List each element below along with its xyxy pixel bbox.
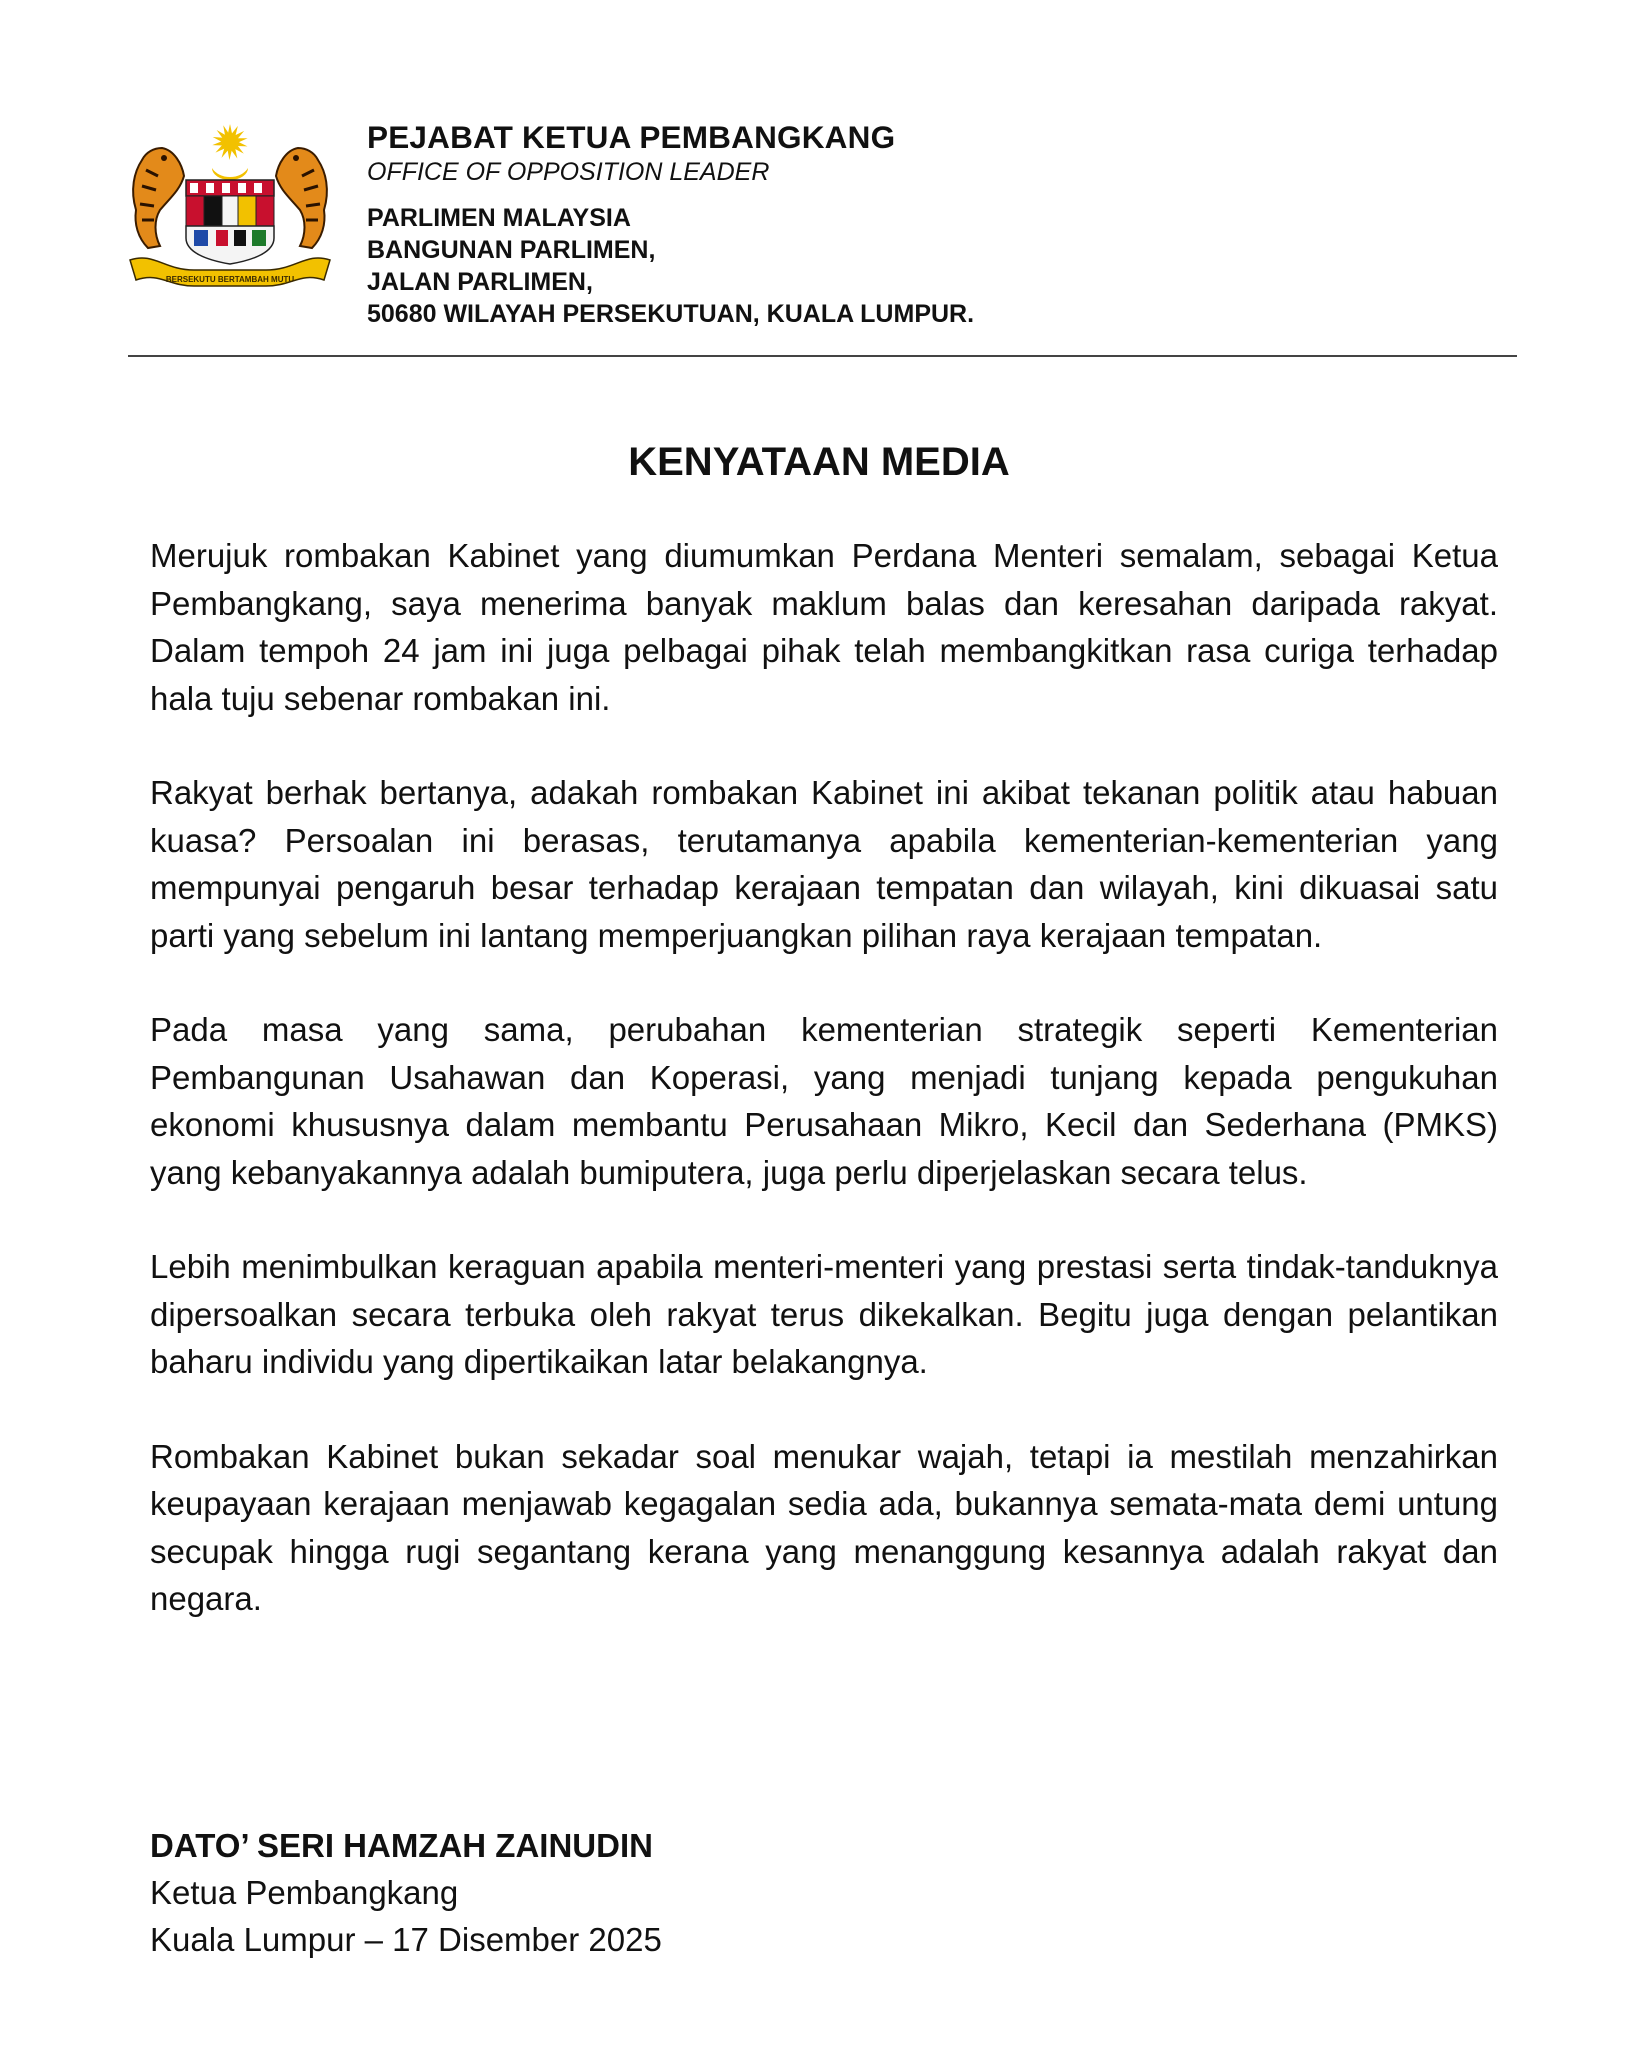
address-line-2: BANGUNAN PARLIMEN,	[367, 236, 656, 264]
paragraph-4: Lebih menimbulkan keraguan apabila menteri-menteri yang prestasi serta tindak-tanduknya dipersoalkan secara terbuka oleh rakyat terus dikekalkan. Begitu juga dengan pelantikan baharu individu yang dipertikaikan latar belakangnya.	[150, 1248, 1498, 1380]
paragraph-1: Merujuk rombakan Kabinet yang diumumkan Perdana Menteri semalam, sebagai Ketua Pembangkang, saya menerima banyak maklum balas dan keresahan daripada rakyat. Dalam tempoh 24 jam ini juga pelbagai pihak telah membangkitkan rasa curiga terhadap hala tuju sebenar rombakan ini.	[150, 537, 1498, 717]
document-title: KENYATAAN MEDIA	[628, 440, 1010, 484]
signatory-name: DATO’ SERI HAMZAH ZAINUDIN	[150, 1827, 653, 1864]
malaysia-coat-of-arms-icon	[124, 120, 336, 290]
office-block	[367, 118, 974, 330]
signature-block	[150, 1822, 662, 1963]
signatory-position: Ketua Pembangkang	[150, 1874, 459, 1911]
letterhead-divider	[128, 355, 1517, 357]
office-name-en: OFFICE OF OPPOSITION LEADER	[367, 158, 770, 186]
office-name-ms: PEJABAT KETUA PEMBANGKANG	[367, 119, 896, 155]
paragraph-2: Rakyat berhak bertanya, adakah rombakan Kabinet ini akibat tekanan politik atau habuan kuasa? Persoalan ini berasas, terutamanya apabila kementerian-kementerian yang mempunyai pengaruh besar terhadap kerajaan tempatan dan wilayah, kini dikuasai satu parti yang sebelum ini lantang memperjuangkan pilihan raya kerajaan tempatan.	[150, 774, 1498, 954]
statement-body	[150, 532, 1498, 1670]
address-line-1: PARLIMEN MALAYSIA	[367, 204, 631, 232]
paragraph-3: Pada masa yang sama, perubahan kementerian strategik seperti Kementerian Pembangunan Usahawan dan Koperasi, yang menjadi tunjang kepada pengukuhan ekonomi khususnya dalam membantu Perusahaan Mikro, Kecil dan Sederhana (PMKS) yang kebanyakannya adalah bumiputera, juga perlu diperjelaskan secara telus.	[150, 1011, 1498, 1191]
letterhead	[0, 0, 1638, 370]
crest-motto: BERSEKUTU BERTAMBAH MUTU	[165, 275, 295, 284]
paragraph-5: Rombakan Kabinet bukan sekadar soal menukar wajah, tetapi ia mestilah menzahirkan keupayaan kerajaan menjawab kegagalan sedia ada, bukannya semata-mata demi untung secupak hingga rugi segantang kerana yang menanggung kesannya adalah rakyat dan negara.	[150, 1437, 1498, 1617]
address-line-3: JALAN PARLIMEN,	[367, 268, 593, 296]
place-date: Kuala Lumpur – 17 Disember 2025	[150, 1921, 662, 1958]
address-line-4: 50680 WILAYAH PERSEKUTUAN, KUALA LUMPUR.	[367, 300, 975, 328]
